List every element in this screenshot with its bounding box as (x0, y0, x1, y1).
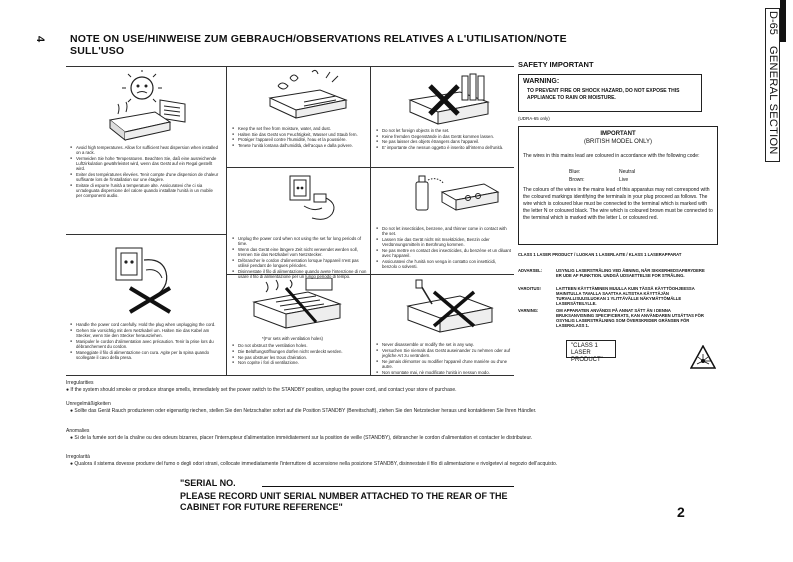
laser-row-text: OM APPARATEN ANVÄNDS PÅ ANNAT SÄTT ÄN I DENNA BRUKSANVISNING SPECIFICERATS, KAN ANVÄNDAREN UTSÄTTAS FÖR OSYNLIG LASERSTRÅLNING SOM ÖVERSKRIDER GRÄNSEN FÖR LASERKLASS 1. (556, 308, 704, 328)
section-irregularities-fr (66, 428, 706, 441)
section-tab-model: D-65 (767, 11, 779, 35)
serial-number-label: "SERIAL NO. (180, 478, 236, 488)
british-model-box (518, 126, 718, 245)
laser-row-label: ADVARSEL: (518, 268, 543, 273)
section-text: ● If the system should smoke or produce strange smells, immediately set the power switch to the STANDBY position, unplug the power cord, and contact your store of purchase. (66, 386, 457, 393)
moisture-illustration (260, 68, 356, 120)
list-item: ● Manipuler le cordon d'alimentation avec précaution. Tenir la prise lors du débranchement du cordon. (76, 339, 220, 349)
cell-text-moisture (232, 126, 368, 149)
uk-body: The colours of the wires in the mains lead of this apparatus may not correspond with the coloured markings identifying the terminals in your plug proceed as follows. The wire which is coloured blue must be connected to the terminal which is marked with the letter N or coloured black. The wire which is coloured brown must be connected to the terminal which is marked with the letter L or coloured red. (523, 187, 713, 221)
list-item: ● Vermeiden Sie hohe Temperaturen. Beachten Sie, daß eine ausreichende Luftzirkulation gewährleistet wird, wenn das Gerät auf ein Regal gestellt wird. (76, 156, 220, 172)
section-text: ● Qualora il sistema dovesse produrre del fumo o degli odori strani, collocate immediatamente l'interruttore di accensione nella posizione STANDBY, disinnestate il filo di alimentazione e rivolgetevi al negozio dell'acquisto. (70, 460, 558, 467)
list-item: ● Do not let insecticides, benzene, and thinner come in contact with the set. (382, 226, 512, 236)
section-irregularities-en (66, 380, 706, 393)
section-irregularities-de (66, 401, 706, 414)
list-item: ● Eviter des températures élevées. Tenir compte d'une dispersion de chaleur suffisante lors de l'installation sur une étagère. (76, 172, 220, 182)
ventilation-caption: *(For sets with ventilation holes) (262, 336, 323, 341)
list-item: ● Unplug the power cord when not using the set for long periods of time. (238, 236, 368, 246)
uk-brown-value: Live (619, 177, 629, 183)
sun-heat-illustration (100, 70, 200, 142)
laser-row-label: VAROITUS! (518, 286, 541, 291)
list-item: ● Non smontate mai, nè modificate l'unità in nessun modo. (382, 370, 512, 375)
list-item: ● Lassen Sie das Gerät nicht mit Insektiziden, Benzin oder Verdünnungsmitteln in Berührung kommen. (382, 237, 512, 247)
uk-blue-value: Neutral (619, 169, 636, 175)
list-item: ● Débrancher le cordon d'alimentation lorsque l'appareil n'est pas utilisé pendant de longues périodes. (238, 258, 368, 268)
list-item: ● Maneggiate il filo di alimentazione con cura. Agite per la spina quando scollegate il cavo della presa. (76, 350, 220, 360)
serial-number-line (262, 486, 514, 487)
list-item: ● Keine fremden Gegenstände in das Gerät kommen lassen. (382, 134, 512, 139)
list-item: ● Gehen Sie vorsichtig mit dem Netzkabel um. Halten Sie das Kabel am Stecker, wenn Sie den Stecker herausziehen. (76, 328, 220, 338)
section-text: ● Si de la fumée sort de la chaîne ou des odeurs bizarres, placer l'interrupteur d'alimentation immédiatement sur la position de veille (STANDBY), débrancher le cordon d'alimentation et contacter le distributeur. (70, 434, 533, 441)
section-heading: Unregelmäßigkeiten (66, 401, 111, 407)
grid-divider (226, 67, 227, 375)
serial-instruction-line1: PLEASE RECORD UNIT SERIAL NUMBER ATTACHED TO THE REAR OF THE (180, 491, 508, 501)
warning-text: TO PREVENT FIRE OR SHOCK HAZARD, DO NOT EXPOSE THIS APPLIANCE TO RAIN OR MOISTURE. (527, 88, 680, 101)
list-item: ● Evitate di esporre l'unità a temperature alte. Assicuratevi che ci sia un'adeguata dispersione del calore quando installate l'unità in un mobile per componenti audio. (76, 183, 220, 199)
list-item: ● Handle the power cord carefully. Hold the plug when unplugging the cord. (76, 322, 220, 327)
list-item: ● Die Belüftungsöffnungen dürfen nicht verdeckt werden. (238, 349, 368, 354)
list-item: ● Do not obstruct the ventilation holes. (238, 343, 368, 348)
udra-note: (UDRA-65 only) (518, 116, 550, 121)
grid-divider (66, 234, 226, 235)
list-item: ● Keep the set free from moisture, water, and dust. (238, 126, 368, 131)
list-item: ● Disinnestate il filo di alimentazione quando avete l'intenzione di non usare il filo di alimentazione per un lungo periodo di tempo. (238, 269, 368, 279)
laser-row-label: VARNING: (518, 308, 539, 313)
grid-divider (370, 67, 371, 375)
cell-text-insecticides (376, 226, 512, 270)
section-heading: Irregularities (66, 380, 94, 386)
ventilation-holes-illustration (246, 278, 346, 336)
cell-text-ventilation (232, 336, 368, 366)
socket-unplug-illustration (276, 172, 346, 224)
foreign-objects-illustration (400, 70, 500, 128)
section-tab-title: GENERAL SECTION (767, 46, 779, 155)
list-item: ● Never disassemble or modify the set in any way. (382, 342, 512, 347)
laser-class-lines: CLASS 1 LASER PRODUCT / LUOKAN 1 LASERLAITE / KLASS 1 LASERAPPARAT (518, 252, 682, 257)
cell-text-unplug (232, 236, 368, 280)
section-heading: Irregolarità (66, 454, 90, 460)
list-item: ● Do not let foreign objects in the set. (382, 128, 512, 133)
list-item: ● Versuchen Sie niemals das Gerät auseinander zu nehmen oder auf jegliche Art zu verändern. (382, 348, 512, 358)
laser-row-text: USYNLIG LASERSTRÅLING VED ÅBNING, NÅR SIKKERHEDSAFBRYDERE ER UDE AF FUNKTION. UNDGÅ UDSAETTELSE FOR STRÅLING. (556, 268, 705, 278)
page-title (70, 33, 590, 57)
section-irregularities-it (66, 454, 706, 467)
page-title-line2: SULL'USO (70, 45, 125, 57)
uk-intro: The wires in this mains lead are coloured in accordance with the following code: (523, 153, 700, 159)
list-item: ● Ne pas obstruer les trous d'aération. (238, 355, 368, 360)
cell-text-heat (70, 145, 220, 199)
section-text: ● Sollte das Gerät Rauch produzieren oder eigenartig riechen, stellen Sie den Netzschalter sofort auf die Position STANDBY (Bereitschaft), ziehen Sie den Netzstecker heraus und kontaktieren Sie Ihren Händler. (70, 407, 537, 414)
uk-subheading: (BRITISH MODEL ONLY) (583, 139, 652, 145)
cell-text-foreign-objects (376, 128, 512, 151)
page-number-left: 4 (34, 35, 47, 43)
section-heading: Anomalies (66, 428, 90, 434)
disassembly-illustration (400, 278, 500, 340)
safety-heading: SAFETY IMPORTANT (518, 60, 594, 69)
class1-laser-label (566, 340, 616, 363)
uk-heading: IMPORTANT (600, 131, 636, 137)
laser-row-text: LAITTEEN KÄYTTÄMINEN MUULLA KUIN TÄSSÄ KÄYTTÖOHJEESSA MAINITULLA TAVALLA SAATTAA ALTISTAA KÄYTTÄJÄN TURVALLISUUSLUOKAN 1 YLITTÄVÄLLE NÄKYMÄTTÖMÄLLE LASERSÄTEILYLLE. (556, 286, 695, 306)
list-item: ● Halten Sie das Gerät von Feuchtigkeit, Wasser und Staub fern. (238, 132, 368, 137)
list-item: ● Non coprite i fori di ventilazione. (238, 360, 368, 365)
list-item: ● Avoid high temperatures. Allow for sufficient heat dispersion when installed on a rack. (76, 145, 220, 155)
edge-marker-bar (780, 0, 786, 42)
page-title-line1: NOTE ON USE/HINWEISE ZUM GEBRAUCH/OBSERVATIONS RELATIVES A L'UTILISATION/NOTE (70, 33, 567, 45)
class1-line1: "CLASS 1 (571, 343, 598, 349)
uk-brown-label: Brown: (569, 177, 585, 183)
list-item: ● Wenn das Gerät eine längere Zeit nicht verwendet werden soll, trennen Sie das Netzkabel vom Netzstecker. (238, 247, 368, 257)
serial-instruction (180, 491, 660, 513)
list-item: ● Tenete l'unità lontana dall'umidità, dell'acqua e dalla polvere. (238, 143, 368, 148)
list-item: ● Ne pas mettre en contact des insecticides, du benzène et un diluant avec l'appareil. (382, 248, 512, 258)
page-number-right: 2 (677, 504, 685, 520)
cell-text-power-cord (70, 322, 220, 360)
list-item: ● Protéger l'appareil contre l'humidité, l'eau et la poussière. (238, 137, 368, 142)
serial-instruction-line2: CABINET FOR FUTURE REFERENCE" (180, 502, 343, 512)
laser-warning-icon (690, 345, 716, 369)
cell-text-disassembly (376, 342, 512, 375)
power-cord-illustration (104, 240, 186, 318)
list-item: ● Ne jamais démonter ou modifier l'appareil d'une manière ou d'une autre. (382, 359, 512, 369)
list-item: ● Assicuratevi che l'unità non venga in contatto con insetticidi, benzolo o solventi. (382, 259, 512, 269)
list-item: ● E' importante che nessun oggetto è inserito all'interno dell'unità. (382, 145, 512, 150)
warning-label: WARNING: (523, 78, 560, 85)
uk-blue-label: Blue: (569, 169, 581, 175)
list-item: ● Ne pas laisser des objets étrangers dans l'appareil. (382, 139, 512, 144)
insecticide-spray-illustration (408, 168, 500, 222)
class1-line2: LASER PRODUCT" (571, 350, 603, 363)
warning-box (518, 74, 702, 112)
